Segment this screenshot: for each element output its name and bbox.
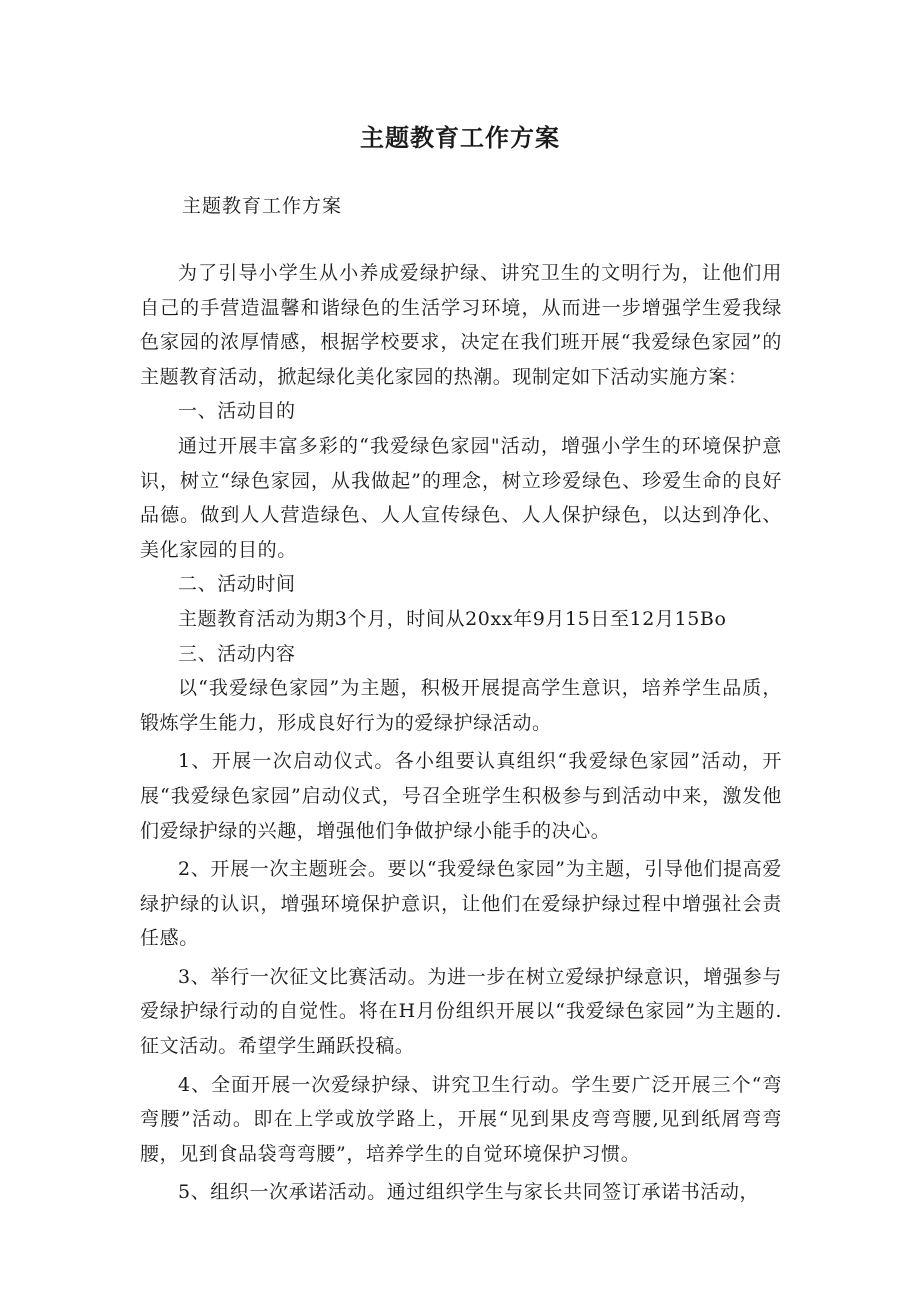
content-item-3: 3、举行一次征文比赛活动。为进一步在树立爱绿护绿意识，增强参与爱绿护绿行动的自觉性。将在H月份组织开展以“我爱绿色家园”为主题的.征文活动。希望学生踊跃投稿。: [140, 965, 782, 1058]
content-item-1: 1、开展一次启动仪式。各小组要认真组织“我爱绿色家园”活动，开展“我爱绿色家园”启动仪式，号召全班学生积极参与到活动中来，激发他们爱绿护绿的兴趣，增强他们争做护绿小能手的决心。: [140, 750, 782, 842]
section-text-purpose: 通过开展丰富多彩的“我爱绿色家园"活动，增强小学生的环境保护意识，树立“绿色家园，从我做起”的理念，树立珍爱绿色、珍爱生命的良好品德。做到人人营造绿色、人人宣传绿色、人人保护绿色，以达到净化、美化家园的目的。: [140, 434, 782, 561]
document-body: [140, 256, 782, 1210]
section-heading-content: 三、活动内容: [178, 642, 296, 665]
content-item-4: 4、全面开展一次爱绿护绿、讲究卫生行动。学生要广泛开展三个“弯弯腰”活动。即在上学或放学路上，开展“见到果皮弯弯腰,见到纸屑弯弯腰，见到食品袋弯弯腰”，培养学生的自觉环境保护习惯。: [140, 1073, 782, 1165]
section-text-time: 主题教育活动为期3个月，时间从20xx年9月15日至12月15Bo: [178, 607, 727, 630]
section-text-content: 以“我爱绿色家园”为主题，积极开展提高学生意识，培养学生品质，锻炼学生能力，形成良好行为的爱绿护绿活动。: [140, 677, 782, 734]
intro-paragraph: 为了引导小学生从小养成爱绿护绿、讲究卫生的文明行为，让他们用自己的手营造温馨和谐绿色的生活学习环境，从而进一步增强学生爱我绿色家园的浓厚情感，根据学校要求，决定在我们班开展“我爱绿色家园”的主题教育活动，掀起绿化美化家园的热潮。现制定如下活动实施方案：: [140, 262, 782, 388]
section-heading-time: 二、活动时间: [178, 573, 296, 596]
section-heading-purpose: 一、活动目的: [178, 400, 296, 423]
document-title: 主题教育工作方案: [360, 124, 560, 152]
document-subtitle: 主题教育工作方案: [182, 195, 343, 217]
content-item-2: 2、开展一次主题班会。要以“我爱绿色家园”为主题，引导他们提高爱绿护绿的认识，增强环境保护意识，让他们在爱绿护绿过程中增强社会责任感。: [140, 858, 782, 950]
content-item-5: 5、组织一次承诺活动。通过组织学生与家长共同签订承诺书活动，: [178, 1181, 760, 1204]
